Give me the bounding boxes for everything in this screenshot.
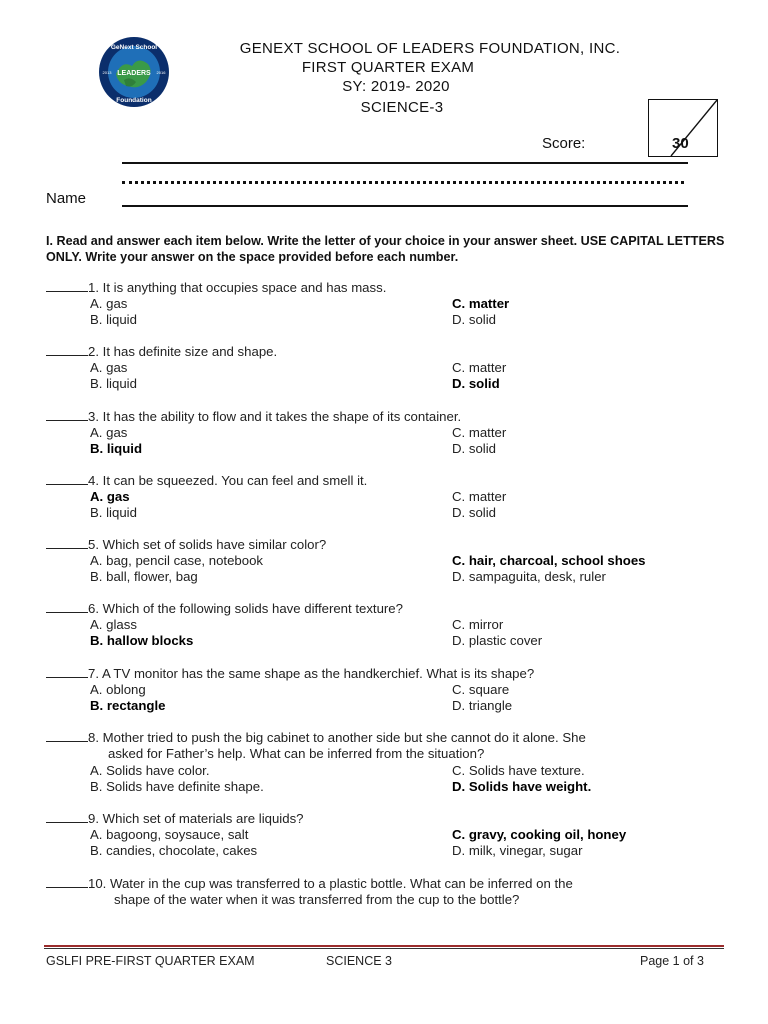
answer-blank[interactable] (46, 666, 88, 678)
option-b: B. liquid (90, 441, 143, 456)
option-b: B. liquid (90, 376, 137, 391)
subject-title: SCIENCE-3 (360, 99, 444, 116)
option-b: B. rectangle (90, 698, 166, 713)
option-d: D. solid (452, 376, 500, 391)
answer-blank[interactable] (46, 409, 88, 421)
answer-blank[interactable] (46, 876, 88, 888)
svg-text:Foundation: Foundation (116, 97, 152, 104)
question-1 (46, 280, 736, 332)
question-number: 10. (88, 876, 107, 891)
option-b: B. liquid (90, 505, 137, 520)
answer-blank[interactable] (46, 473, 88, 485)
instructions: I. Read and answer each item below. Write the letter of your choice in your answer sheet. USE CAPITAL LETTERS ONLY. Write your answer on the space provided before each number. (46, 234, 725, 264)
question-text: Which set of solids have similar color? (102, 537, 327, 552)
question-text: Water in the cup was transferred to a plastic bottle. What can be inferred on the (106, 876, 573, 891)
footer-page-number: Page 1 of 3 (640, 954, 704, 968)
question-text-continued: asked for Father’s help. What can be inferred from the situation? (108, 746, 485, 762)
option-c: C. gravy, cooking oil, honey (452, 827, 627, 842)
option-c: C. Solids have texture. (452, 763, 585, 778)
svg-text:GeNext School: GeNext School (110, 44, 158, 51)
option-d: D. Solids have weight. (452, 779, 592, 794)
answer-blank[interactable] (46, 537, 88, 549)
option-a: A. glass (90, 617, 137, 632)
question-10 (46, 876, 736, 912)
question-text: Which set of materials are liquids? (102, 811, 304, 826)
option-b: B. candies, chocolate, cakes (90, 843, 258, 858)
option-c: C. hair, charcoal, school shoes (452, 553, 646, 568)
option-d: D. solid (452, 312, 496, 327)
option-b: B. liquid (90, 312, 137, 327)
option-a: A. bagoong, soysauce, salt (90, 827, 249, 842)
option-d: D. triangle (452, 698, 513, 713)
option-d: D. sampaguita, desk, ruler (452, 569, 606, 584)
score-label: Score: (542, 135, 586, 152)
option-a: A. gas (90, 489, 130, 504)
question-number: 8. (88, 730, 99, 745)
question-8 (46, 730, 736, 798)
school-year: SY: 2019- 2020 (342, 78, 450, 95)
question-text: It can be squeezed. You can feel and smell it. (102, 473, 368, 488)
footer-rule-red (44, 945, 724, 947)
name-line-dotted (122, 181, 684, 184)
question-4 (46, 473, 736, 525)
option-b: B. hallow blocks (90, 633, 194, 648)
question-text: It is anything that occupies space and has mass. (102, 280, 387, 295)
question-3 (46, 409, 736, 461)
school-name: GENEXT SCHOOL OF LEADERS FOUNDATION, INC. (239, 40, 621, 57)
option-a: A. bag, pencil case, notebook (90, 553, 264, 568)
option-c: C. matter (452, 489, 507, 504)
name-label: Name (46, 190, 87, 207)
question-9 (46, 811, 736, 863)
question-number: 5. (88, 537, 99, 552)
question-text: A TV monitor has the same shape as the handkerchief. What is its shape? (101, 666, 535, 681)
svg-text:2016: 2016 (156, 70, 166, 75)
question-text-continued: shape of the water when it was transferred from the cup to the bottle? (114, 892, 520, 908)
exam-title: FIRST QUARTER EXAM (301, 59, 475, 76)
option-d: D. plastic cover (452, 633, 543, 648)
question-number: 1. (88, 280, 99, 295)
option-b: B. Solids have definite shape. (90, 779, 264, 794)
option-a: A. gas (90, 296, 128, 311)
name-line-bottom (122, 205, 688, 207)
option-c: C. matter (452, 425, 507, 440)
svg-text:2013: 2013 (102, 70, 112, 75)
answer-blank[interactable] (46, 811, 88, 823)
footer-rule-dark (44, 948, 724, 949)
option-d: D. solid (452, 441, 496, 456)
option-a: A. Solids have color. (90, 763, 210, 778)
question-number: 7. (88, 666, 99, 681)
option-c: C. mirror (452, 617, 504, 632)
footer-center: SCIENCE 3 (326, 954, 392, 968)
question-7 (46, 666, 736, 718)
option-b: B. ball, flower, bag (90, 569, 198, 584)
option-d: D. solid (452, 505, 496, 520)
answer-blank[interactable] (46, 730, 88, 742)
svg-text:LEADERS: LEADERS (117, 70, 151, 77)
question-number: 4. (88, 473, 99, 488)
option-c: C. square (452, 682, 510, 697)
option-c: C. matter (452, 296, 510, 311)
question-number: 9. (88, 811, 99, 826)
question-number: 6. (88, 601, 99, 616)
name-line-top (122, 162, 688, 164)
answer-blank[interactable] (46, 601, 88, 613)
option-a: A. oblong (90, 682, 146, 697)
question-6 (46, 601, 736, 653)
option-d: D. milk, vinegar, sugar (452, 843, 583, 858)
question-text: It has definite size and shape. (102, 344, 278, 359)
question-text: Which of the following solids have different texture? (102, 601, 403, 616)
answer-blank[interactable] (46, 344, 88, 356)
option-a: A. gas (90, 360, 128, 375)
question-5 (46, 537, 736, 589)
question-number: 2. (88, 344, 99, 359)
question-number: 3. (88, 409, 99, 424)
question-2 (46, 344, 736, 396)
option-c: C. matter (452, 360, 507, 375)
answer-blank[interactable] (46, 280, 88, 292)
option-a: A. gas (90, 425, 128, 440)
question-text: It has the ability to flow and it takes the shape of its container. (102, 409, 462, 424)
question-text: Mother tried to push the big cabinet to another side but she cannot do it alone. She (102, 730, 586, 745)
footer-left: GSLFI PRE-FIRST QUARTER EXAM (46, 954, 255, 968)
score-total: 30 (672, 135, 689, 152)
